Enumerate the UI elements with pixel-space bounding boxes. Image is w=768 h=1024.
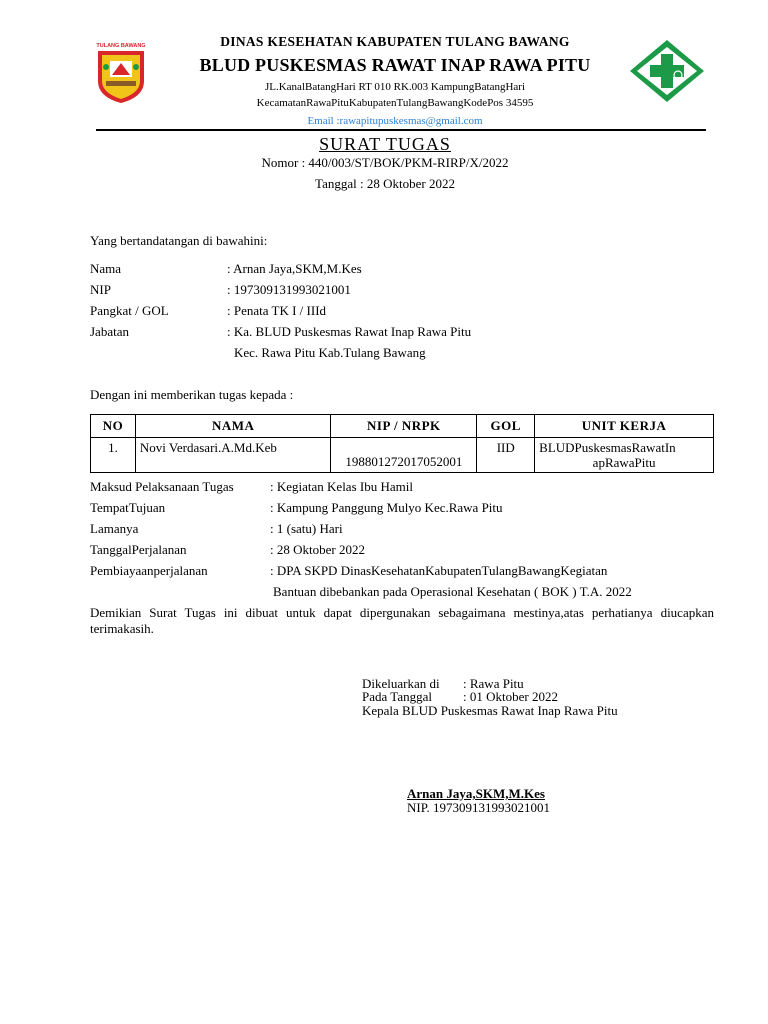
letter-number: Nomor : 440/003/ST/BOK/PKM-RIRP/X/2022 (261, 155, 509, 170)
cell-unit-line2: apRawaPitu (592, 455, 656, 470)
cell-name: Novi Verdasari.A.Md.Keb (135, 438, 331, 473)
header-name: NAMA (135, 415, 331, 438)
signatory-nip: NIP. 197309131993021001 (407, 800, 551, 815)
assign-intro: Dengan ini memberikan tugas kepada : (90, 387, 294, 402)
position-value-line2: Kec. Rawa Pitu Kab.Tulang Bawang (234, 345, 426, 360)
travel-date-value: : 28 Oktober 2022 (270, 542, 365, 557)
funding-value-line2: Bantuan dibebankan pada Operasional Kesehatan ( BOK ) T.A. 2022 (273, 584, 632, 599)
purpose-label: Maksud Pelaksanaan Tugas (90, 479, 234, 494)
agency-name: DINAS KESEHATAN KABUPATEN TULANG BAWANG (220, 34, 570, 49)
logo-left-text: TULANG BAWANG (96, 43, 146, 49)
rank-value: : Penata TK I / IIId (227, 303, 327, 318)
letterhead-divider (96, 129, 706, 131)
cell-no: 1. (91, 438, 136, 473)
cell-gol: IID (477, 438, 535, 473)
table-row (91, 438, 714, 473)
header-unit: UNIT KERJA (535, 415, 714, 438)
cell-unit-line1: BLUDPuskesmasRawatIn (539, 440, 676, 455)
cell-nip: 198801272017052001 (331, 438, 477, 473)
nip-value: : 197309131993021001 (227, 282, 351, 297)
rank-label: Pangkat / GOL (90, 303, 169, 318)
issue-date-value: : 01 Oktober 2022 (463, 689, 558, 704)
header-nip: NIP / NRPK (331, 415, 477, 438)
signatory-name: Arnan Jaya,SKM,M.Kes (407, 786, 545, 801)
signatory-intro: Yang bertandatangan di bawahini: (90, 233, 268, 248)
duration-label: Lamanya (90, 521, 139, 536)
position-label: Jabatan (90, 324, 129, 339)
funding-value-line1: : DPA SKPD DinasKesehatanKabupatenTulangBawangKegiatan (270, 563, 608, 578)
regency-logo (92, 41, 150, 105)
address-line-2: KecamatanRawaPituKabupatenTulangBawangKodePos 34595 (256, 97, 534, 109)
closing-paragraph: Demikian Surat Tugas ini dibuat untuk dapat dipergunakan sebagaimana mestinya,atas perhatianya diucapkan terimakasih. (90, 605, 714, 636)
head-title: Kepala BLUD Puskesmas Rawat Inap Rawa Pitu (362, 703, 618, 718)
issued-at-label: Dikeluarkan di (362, 676, 440, 691)
letter-title: SURAT TUGAS (319, 134, 451, 154)
cell-unit (535, 438, 714, 473)
travel-date-label: TanggalPerjalanan (90, 542, 187, 557)
address-line-1: JL.KanalBatangHari RT 010 RK.003 KampungBatangHari (264, 81, 526, 93)
letter-date: Tanggal : 28 Oktober 2022 (315, 176, 455, 191)
place-label: TempatTujuan (90, 500, 166, 515)
issue-date-label: Pada Tanggal (362, 689, 432, 704)
header-no: NO (91, 415, 136, 438)
table-header-row (91, 415, 714, 438)
email-link[interactable]: Email :rawapitupuskesmas@gmail.com (307, 115, 483, 127)
position-value-line1: : Ka. BLUD Puskesmas Rawat Inap Rawa Pitu (227, 324, 472, 339)
nip-label: NIP (90, 282, 111, 297)
issued-at-value: : Rawa Pitu (463, 676, 524, 691)
name-value: : Arnan Jaya,SKM,M.Kes (227, 261, 362, 276)
institution-name: BLUD PUSKESMAS RAWAT INAP RAWA PITU (199, 55, 591, 75)
funding-label: Pembiayaanperjalanan (90, 563, 208, 578)
purpose-value: : Kegiatan Kelas Ibu Hamil (270, 479, 413, 494)
duration-value: : 1 (satu) Hari (270, 521, 343, 536)
header-gol: GOL (477, 415, 535, 438)
place-value: : Kampung Panggung Mulyo Kec.Rawa Pitu (270, 500, 503, 515)
assignment-table (90, 414, 714, 473)
name-label: Nama (90, 261, 122, 276)
